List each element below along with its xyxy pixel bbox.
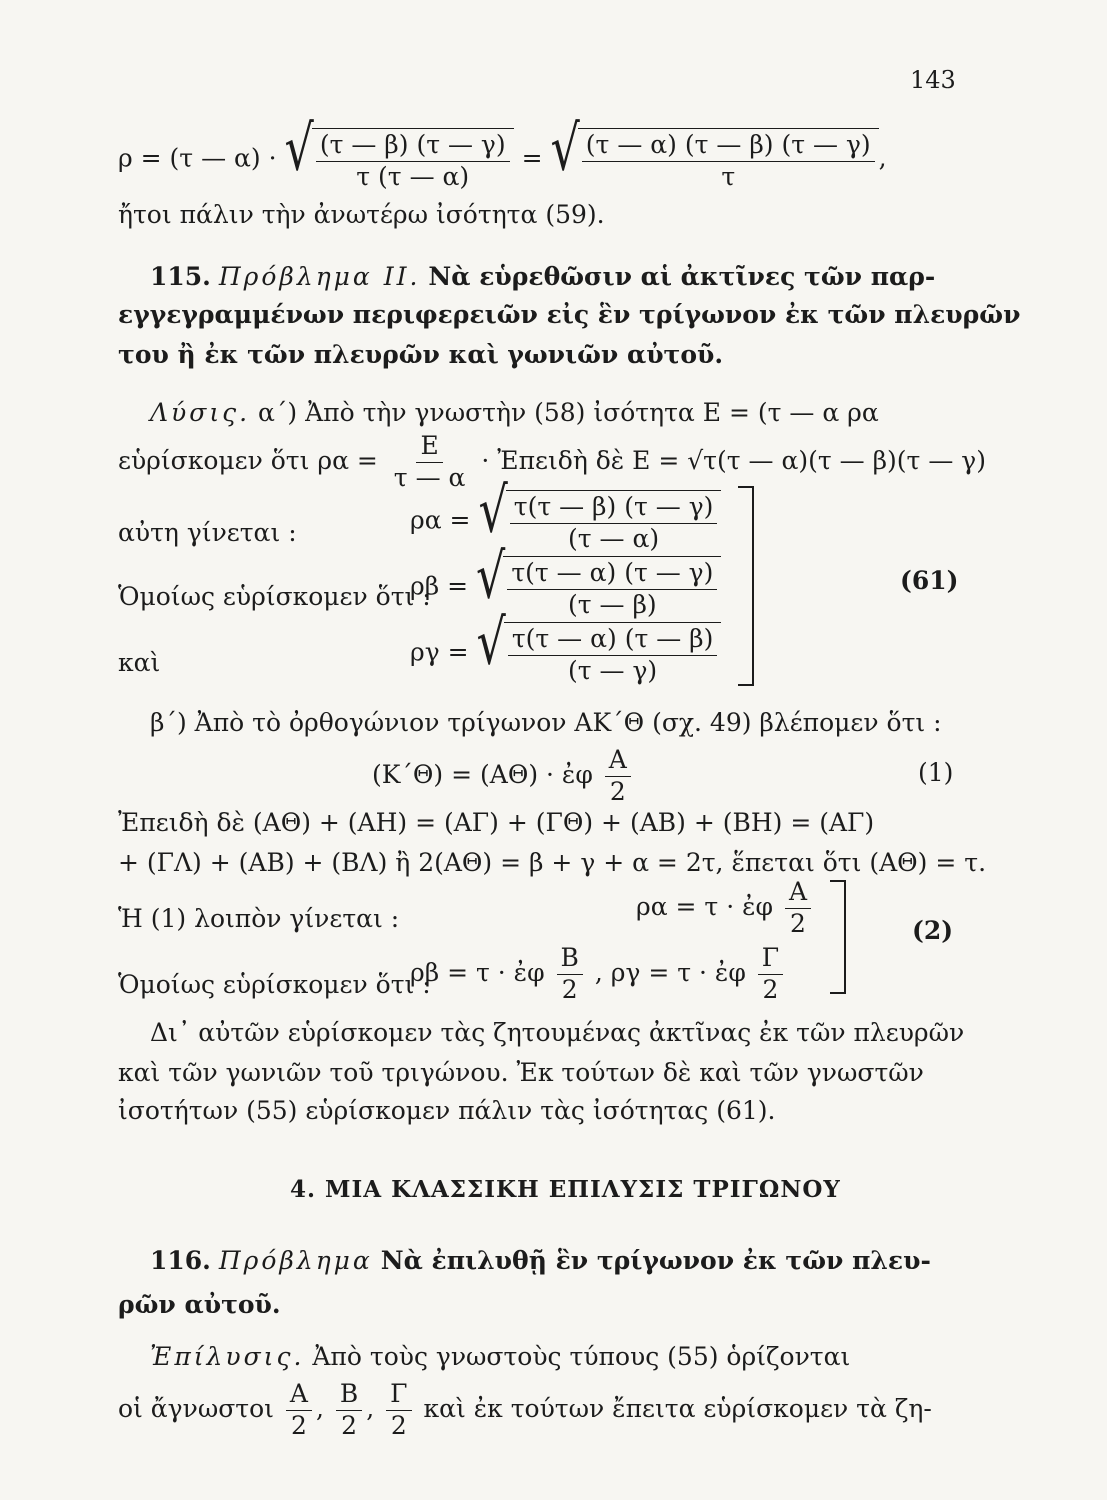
sys61-row1-eq (410, 473, 721, 554)
frac-den: 2 (390, 1410, 407, 1440)
problem-text: Νὰ ἐπιλυθῇ ἓν τρίγωνον ἐκ τῶν πλευ- (380, 1246, 931, 1275)
sys2-row1-eq (636, 878, 815, 939)
frac1-num: (τ — β) (τ — γ) (316, 131, 510, 162)
sys61-row3-label: καὶ (118, 648, 161, 677)
conclusion-line1: Δι᾽ αὐτῶν εὑρίσκομεν τὰς ζητουμένας ἀκτῖνας ἐκ τῶν πλευρῶν (150, 1018, 965, 1047)
conclusion-line2: καὶ τῶν γωνιῶν τοῦ τριγώνου. Ἐκ τούτων δὲ καὶ τῶν γνωστῶν (118, 1058, 924, 1087)
frac-num: Β (557, 944, 583, 975)
page-number: 143 (910, 66, 956, 94)
fraction-B2 (336, 1380, 362, 1441)
row-num: τ(τ — α) (τ — γ) (507, 559, 717, 590)
frac-num: Α (605, 746, 631, 777)
eq-comma: , (878, 143, 887, 173)
lysis-line2 (118, 432, 986, 493)
sys2-row2-label: Ὁμοίως εὑρίσκομεν ὅτι : (118, 970, 431, 999)
equation-tag-61: (61) (900, 566, 959, 595)
frac-num: Β (336, 1380, 362, 1411)
row-lhs: ργ = (410, 637, 469, 667)
frac-num: Α (286, 1380, 312, 1411)
sqrt-row1: √ $\frac{\tau(\tau — \beta) (\tau — \gamma)}{(\tau — \alpha)}$ (478, 490, 721, 554)
row-den: (τ — γ) (568, 655, 658, 685)
line-end: καὶ ἐκ τούτων ἔπειτα εὑρίσκομεν τὰ ζη- (423, 1393, 932, 1423)
problem-text: Νὰ εὑρεθῶσιν αἱ ἀκτῖνες τῶν παρ- (428, 262, 936, 291)
fraction-B2 (557, 944, 583, 1005)
equation-tag-2: (2) (912, 916, 954, 945)
epilysis-text: Ἀπὸ τοὺς γνωστοὺς τύπους (55) ὁρίζονται (312, 1342, 851, 1371)
conclusion-line3: ἰσοτήτων (55) εὑρίσκομεν πάλιν τὰς ἰσότητας (61). (118, 1096, 776, 1125)
problem-number: 116. (150, 1246, 211, 1275)
problem-116-line1 (150, 1246, 931, 1275)
eq-sign: = (521, 143, 543, 173)
sqrt-2: √ $\frac{(\tau — \alpha) (\tau — \beta) (\tau — \gamma)}{\tau}$ (550, 128, 878, 192)
frac-num: Α (785, 878, 811, 909)
sqrt-row2: √ $\frac{\tau(\tau — \alpha) (\tau — \gamma)}{(\tau — \beta)}$ (476, 556, 721, 620)
row-lhs: ρβ = τ · ἐφ (410, 957, 545, 987)
fraction-G2 (758, 944, 783, 1005)
frac-den: τ — α (393, 462, 466, 492)
frac-num: Γ (386, 1380, 411, 1411)
fraction-A2 (286, 1380, 312, 1441)
sys61-row3-eq (410, 605, 721, 686)
part-b-line2: Ἐπειδὴ δὲ (ΑΘ) + (ΑΗ) = (ΑΓ) + (ΓΘ) + (ΑΒ) + (ΒΗ) = (ΑΓ) (118, 808, 875, 837)
sys61-row2-label: Ὁμοίως εὑρίσκομεν ὅτι : (118, 582, 431, 611)
row-num: τ(τ — β) (τ — γ) (510, 493, 718, 524)
equation-rho (118, 111, 887, 192)
epilysis-line1 (150, 1342, 850, 1371)
frac-den: 2 (609, 776, 626, 806)
frac-den: 2 (762, 974, 779, 1004)
frac-den: 2 (291, 1410, 307, 1440)
frac-den: 2 (790, 908, 806, 938)
row-den: (τ — β) (568, 589, 657, 619)
fraction-A2 (605, 746, 631, 807)
sys2-row1-label: Ἡ (1) λοιπὸν γίνεται : (118, 904, 400, 933)
problem-115-line1 (150, 262, 935, 291)
eq1-lhs: (Κ΄Θ) = (ΑΘ) · ἐφ (372, 759, 593, 789)
row-mid: , ργ = τ · ἐφ (594, 957, 746, 987)
lysis-line1 (150, 398, 879, 427)
fraction-E (390, 432, 470, 493)
frac-num: Γ (758, 944, 783, 975)
frac-den: 2 (341, 1410, 358, 1440)
frac2-den: τ (721, 161, 736, 191)
problem-115-line2: εγγεγραμμένων περιφερειῶν εἰς ἓν τρίγωνον ἐκ τῶν πλευρῶν (118, 300, 1021, 329)
problem-115-line3: του ἢ ἐκ τῶν πλευρῶν καὶ γωνιῶν αὐτοῦ. (118, 340, 724, 369)
eq-lhs: ρ = (τ — α) · (118, 143, 277, 173)
lysis-line2-start: εὑρίσκομεν ὅτι ρα = (118, 445, 378, 475)
row-lhs: ρβ = (410, 571, 469, 601)
brace-61 (738, 486, 754, 686)
frac1-den: τ (τ — α) (356, 161, 470, 191)
text-line-iso59: ἤτοι πάλιν τὴν ἀνωτέρω ἰσότητα (59). (118, 200, 605, 229)
sqrt-1: √ $\frac{(\tau — \beta) (\tau — \gamma)}{\tau (\tau — \alpha)}$ (285, 128, 514, 192)
frac-den: 2 (561, 974, 578, 1004)
row-num: τ(τ — α) (τ — β) (508, 625, 718, 656)
lysis-text: α΄) Ἀπὸ τὴν γνωστὴν (58) ἰσότητα Ε = (τ — α ρα (258, 398, 879, 427)
sys61-row1-label: αὐτη γίνεται : (118, 518, 297, 547)
line-start: οἱ ἄγνωστοι (118, 1393, 274, 1423)
sys2-row2-eq (410, 944, 787, 1005)
fraction-A2 (785, 878, 811, 939)
fraction-G2 (386, 1380, 411, 1441)
brace-2 (830, 880, 846, 994)
part-b-line1: β΄) Ἀπὸ τὸ ὀρθογώνιον τρίγωνον ΑΚ΄Θ (σχ. 49) βλέπομεν ὅτι : (150, 708, 942, 737)
epilysis-line2: οἱ ἄγνωστοι $\frac{A}{2}$ , $\frac{B}{2}$ , $\frac{\Gamma}{2}$ καὶ ἐκ τούτων ἔπειτα εὑρίσκομεν τὰ ζη- (118, 1379, 932, 1440)
problem-label: Πρόβλημα (218, 1246, 373, 1275)
sys61-row2-eq (410, 539, 721, 620)
lysis-line2-end: · Ἐπειδὴ δὲ Ε = √τ(τ — α)(τ — β)(τ — γ) (481, 445, 986, 475)
problem-number: 115. (150, 262, 211, 291)
row-den: (τ — α) (568, 523, 660, 553)
row-lhs: ρα = τ · ἐφ (636, 891, 774, 921)
epilysis-label: Ἐπίλυσις. (150, 1342, 305, 1371)
problem-label: Πρόβλημα ΙΙ. (218, 262, 421, 291)
equation-1 (372, 746, 635, 807)
section-heading: 4. ΜΙΑ ΚΛΑΣΣΙΚΗ ΕΠΙΛΥΣΙΣ ΤΡΙΓΩΝΟΥ (290, 1176, 841, 1203)
part-b-line3: + (ΓΛ) + (ΑΒ) + (ΒΛ) ἢ 2(ΑΘ) = β + γ + α = 2τ, ἕπεται ὅτι (ΑΘ) = τ. (118, 848, 987, 877)
problem-116-line2: ρῶν αὐτοῦ. (118, 1290, 281, 1319)
frac2-num: (τ — α) (τ — β) (τ — γ) (582, 131, 875, 162)
row-lhs: ρα = (410, 505, 471, 535)
sqrt-row3: √ $\frac{\tau(\tau — \alpha) (\tau — \beta)}{(\tau — \gamma)}$ (477, 622, 722, 686)
frac-num: Ε (416, 432, 442, 463)
equation-tag-1: (1) (918, 758, 954, 787)
lysis-label: Λύσις. (150, 398, 251, 427)
